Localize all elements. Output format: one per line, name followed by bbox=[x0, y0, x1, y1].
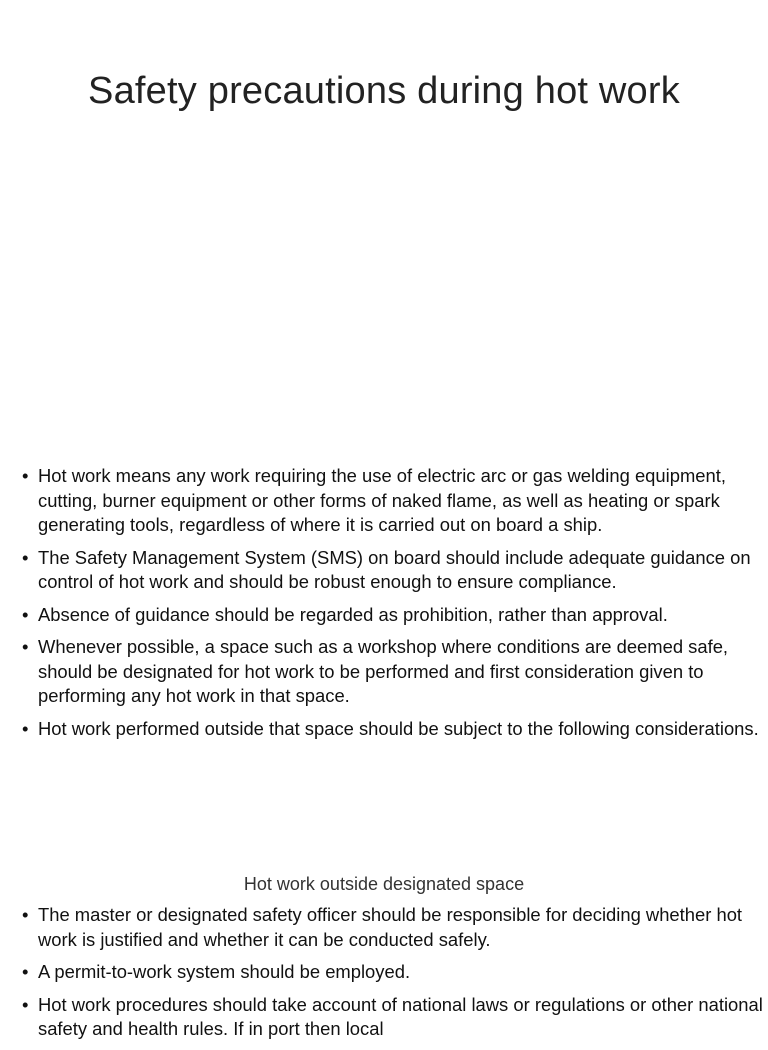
bullet-icon: • bbox=[22, 546, 29, 568]
bullet-text: The Safety Management System (SMS) on board should include adequate guidance on control of hot work and should be robust enough to ensure compliance. bbox=[38, 546, 751, 592]
bullet-item bbox=[22, 903, 768, 952]
bullet-text: Whenever possible, a space such as a workshop where conditions are deemed safe, should be designated for hot work to be performed and first consideration given to performing any hot work in that space. bbox=[38, 636, 729, 706]
bullet-item bbox=[22, 603, 768, 628]
bullet-item bbox=[22, 717, 768, 742]
bullet-icon: • bbox=[22, 636, 29, 657]
section-subheading: Hot work outside designated space bbox=[243, 874, 525, 894]
bullet-icon: • bbox=[22, 465, 29, 486]
bullet-item bbox=[22, 546, 768, 595]
bullet-text: Absence of guidance should be regarded as prohibition, rather than approval. bbox=[38, 603, 668, 625]
section-bullet-list bbox=[22, 903, 768, 1050]
bullet-text: Hot work procedures should take account of national laws or regulations or other national safety and health rules. If in port then local bbox=[38, 993, 763, 1039]
bullet-text: Hot work performed outside that space should be subject to the following considerations. bbox=[38, 717, 759, 739]
bullet-icon: • bbox=[22, 717, 29, 739]
bullet-item bbox=[22, 960, 768, 985]
slide-title: Safety precautions during hot work bbox=[88, 70, 680, 112]
bullet-icon: • bbox=[22, 961, 29, 982]
bullet-icon: • bbox=[22, 993, 29, 1015]
bullet-item bbox=[22, 464, 768, 538]
bullet-icon: • bbox=[22, 904, 29, 925]
bullet-item bbox=[22, 635, 768, 709]
bullet-text: The master or designated safety officer should be responsible for deciding whether hot work is justified and whether it can be conducted safely. bbox=[38, 904, 743, 950]
bullet-text: A permit-to-work system should be employed. bbox=[38, 961, 411, 982]
bullet-item bbox=[22, 993, 768, 1042]
bullet-icon: • bbox=[22, 603, 29, 625]
main-bullet-list bbox=[22, 464, 768, 749]
bullet-text: Hot work means any work requiring the use of electric arc or gas welding equipment, cutting, burner equipment or other forms of naked flame, as well as heating or spark generating tools, regardless of where it is carried out on board a ship. bbox=[38, 465, 726, 535]
